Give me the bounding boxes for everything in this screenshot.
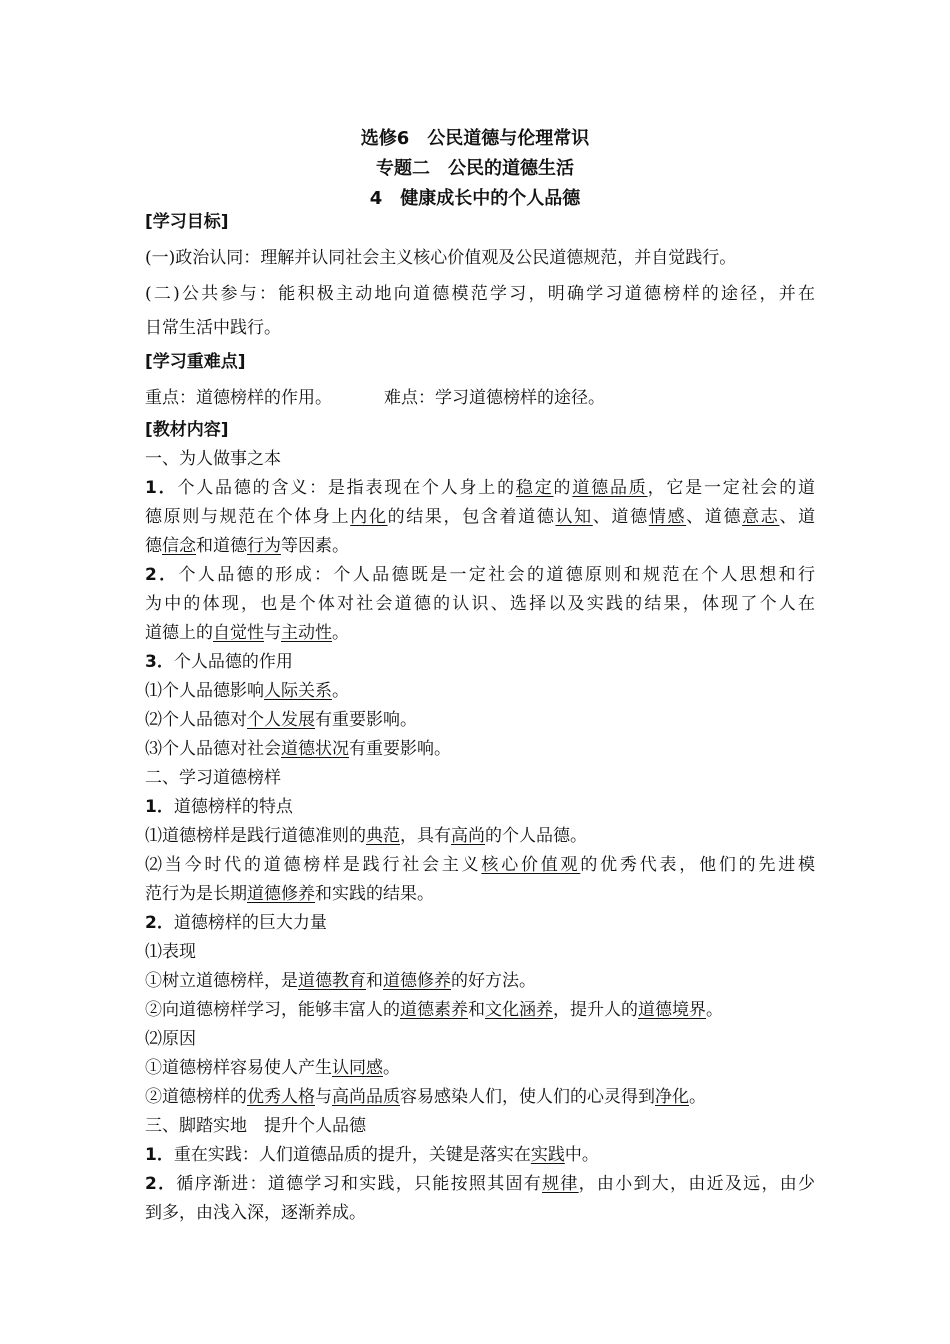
text-segment: 有重要影响。 <box>349 739 451 759</box>
underlined-answer: 认同感 <box>332 1058 383 1078</box>
text-segment: 和实践的结果。 <box>315 884 434 904</box>
text-segment: ②道德榜样的 <box>145 1087 247 1107</box>
text-segment: 。 <box>706 1000 723 1020</box>
underlined-answer: 内化 <box>350 507 388 527</box>
text-segment: 1． <box>145 797 174 817</box>
text-segment: 的 <box>553 478 573 498</box>
paragraph-3 <box>145 652 815 672</box>
reason-item-1 <box>145 1058 815 1078</box>
text-segment: 重在实践：人们道德品质的提升，关键是落实在 <box>173 1145 531 1165</box>
text-segment: ⑶个人品德对社会 <box>145 739 281 759</box>
paragraph-3-item-1 <box>145 681 815 701</box>
text-segment: 1． <box>145 1145 174 1165</box>
model-power <box>145 913 815 933</box>
gradual-point-line-1 <box>145 1174 815 1194</box>
goal-political: (一)政治认同：理解并认同社会主义核心价值观及公民道德规范，并自觉践行。 <box>145 248 737 268</box>
text-segment: 容易感染人们，使人们的心灵得到 <box>400 1087 655 1107</box>
goal-participation: (二)公共参与：能积极主动地向道德模范学习，明确学习道德榜样的途径，并在 <box>145 284 815 304</box>
text-segment: 2． <box>145 1174 177 1194</box>
underlined-answer: 核心价值观 <box>481 855 581 875</box>
underlined-answer: 认知 <box>555 507 593 527</box>
model-power-reason: ⑵原因 <box>145 1029 196 1049</box>
keypoints-heading: [学习重难点] <box>145 352 246 372</box>
section-heading-3: 三、脚踏实地 提升个人品德 <box>145 1116 366 1136</box>
model-features <box>145 797 815 817</box>
text-segment: 和道德 <box>196 536 247 556</box>
text-segment: 3． <box>145 652 174 672</box>
text-segment: 个人品德的含义：是指表现在个人身上的 <box>177 478 516 498</box>
underlined-answer: 情感 <box>648 507 687 527</box>
text-segment: 和 <box>468 1000 485 1020</box>
text-segment: 。 <box>383 1058 400 1078</box>
text-segment: 、道德 <box>592 507 649 527</box>
underlined-answer: 主动性 <box>281 623 332 643</box>
model-features-item-2-line-2 <box>145 884 815 904</box>
underlined-answer: 高尚 <box>451 826 485 846</box>
text-segment: ，提升人的 <box>553 1000 638 1020</box>
text-segment: 的优秀代表，他们的先进模 <box>580 855 816 875</box>
text-segment: 有重要影响。 <box>315 710 417 730</box>
text-segment: 的个人品德。 <box>485 826 587 846</box>
text-segment: 与 <box>264 623 281 643</box>
text-segment: 中。 <box>564 1145 599 1165</box>
text-segment: 和 <box>366 971 383 991</box>
paragraph-1-line-3 <box>145 536 815 556</box>
content-heading: [教材内容] <box>145 420 229 440</box>
paragraph-1-line-1 <box>145 478 815 498</box>
course-title: 选修6 公民道德与伦理常识 <box>360 128 590 149</box>
paragraph-1-line-2 <box>145 507 815 527</box>
underlined-answer: 信念 <box>162 536 196 556</box>
text-segment: 德 <box>145 536 162 556</box>
underlined-answer: 人际关系 <box>264 681 332 701</box>
manifestation-item-2 <box>145 1000 815 1020</box>
text-segment: 的好方法。 <box>451 971 536 991</box>
text-segment: 。 <box>332 681 349 701</box>
lesson-title: 4 健康成长中的个人品德 <box>369 188 581 209</box>
paragraph-2-line-2: 为中的体现，也是个体对社会道德的认识、选择以及实践的结果，体现了个人在 <box>145 594 815 614</box>
underlined-answer: 优秀人格 <box>247 1087 315 1107</box>
text-segment: 个人品德的形成：个人品德既是一定社会的道德原则和规范在个人思想和行 <box>178 565 815 585</box>
reason-item-2 <box>145 1087 815 1107</box>
underlined-answer: 典范 <box>366 826 400 846</box>
underlined-answer: 道德修养 <box>383 971 451 991</box>
text-segment: 个人品德的作用 <box>173 652 293 672</box>
text-segment: 、道德 <box>686 507 743 527</box>
text-segment: 2． <box>145 565 179 585</box>
practice-point <box>145 1145 815 1165</box>
text-segment: ⑴道德榜样是践行道德准则的 <box>145 826 366 846</box>
underlined-answer: 道德品质 <box>572 478 648 498</box>
text-segment: ，具有 <box>400 826 451 846</box>
text-segment: 等因素。 <box>281 536 349 556</box>
text-segment: ⑵当今时代的道德榜样是践行社会主义 <box>145 855 482 875</box>
text-segment: 。 <box>689 1087 706 1107</box>
difficult-point: 难点：学习道德榜样的途径。 <box>384 388 605 408</box>
model-power-manifestation: ⑴表现 <box>145 942 196 962</box>
underlined-answer: 自觉性 <box>213 623 264 643</box>
text-segment: 道德榜样的巨大力量 <box>173 913 327 933</box>
text-segment: 2． <box>145 913 174 933</box>
underlined-answer: 意志 <box>742 507 780 527</box>
text-segment: 。 <box>332 623 349 643</box>
underlined-answer: 个人发展 <box>247 710 315 730</box>
text-segment: 道德榜样的特点 <box>173 797 293 817</box>
text-segment: 的结果，包含着道德 <box>387 507 556 527</box>
paragraph-3-item-2 <box>145 710 815 730</box>
text-segment: 与 <box>315 1087 332 1107</box>
underlined-answer: 道德素养 <box>400 1000 468 1020</box>
text-segment: 循序渐进：道德学习和实践，只能按照其固有 <box>176 1174 543 1194</box>
text-segment: ⑵个人品德对 <box>145 710 247 730</box>
gradual-point-line-2: 到多，由浅入深，逐渐养成。 <box>145 1203 366 1223</box>
text-segment: ，由小到大，由近及远，由少 <box>578 1174 816 1194</box>
text-segment: 1． <box>145 478 178 498</box>
underlined-answer: 道德境界 <box>638 1000 706 1020</box>
underlined-answer: 道德状况 <box>281 739 349 759</box>
section-heading-1: 一、为人做事之本 <box>145 449 281 469</box>
underlined-answer: 高尚品质 <box>332 1087 400 1107</box>
manifestation-item-1 <box>145 971 815 991</box>
section-heading-2: 二、学习道德榜样 <box>145 768 281 788</box>
topic-title: 专题二 公民的道德生活 <box>376 158 574 179</box>
keypoints-line <box>145 388 815 408</box>
underlined-answer: 文化涵养 <box>485 1000 553 1020</box>
text-segment: ，它是一定社会的道 <box>647 478 815 498</box>
underlined-answer: 净化 <box>655 1087 689 1107</box>
underlined-answer: 道德教育 <box>298 971 366 991</box>
underlined-answer: 道德修养 <box>247 884 315 904</box>
text-segment: ①树立道德榜样，是 <box>145 971 298 991</box>
goals-heading: [学习目标] <box>145 212 229 232</box>
paragraph-3-item-3 <box>145 739 815 759</box>
text-segment: 范行为是长期 <box>145 884 247 904</box>
underlined-answer: 规律 <box>542 1174 579 1194</box>
goal-participation-cont: 日常生活中践行。 <box>145 318 281 338</box>
text-segment: 、道 <box>779 507 816 527</box>
model-features-item-1 <box>145 826 815 846</box>
key-point: 重点：道德榜样的作用。 <box>145 388 332 408</box>
underlined-answer: 稳定 <box>515 478 554 498</box>
text-segment: ⑴个人品德影响 <box>145 681 264 701</box>
text-segment: 德原则与规范在个体身上 <box>145 507 351 527</box>
paragraph-2-line-1 <box>145 565 815 585</box>
text-segment: ②向道德榜样学习，能够丰富人的 <box>145 1000 400 1020</box>
underlined-answer: 行为 <box>247 536 281 556</box>
model-features-item-2-line-1 <box>145 855 815 875</box>
underlined-answer: 实践 <box>530 1145 565 1165</box>
text-segment: 道德上的 <box>145 623 213 643</box>
paragraph-2-line-3 <box>145 623 815 643</box>
text-segment: ①道德榜样容易使人产生 <box>145 1058 332 1078</box>
